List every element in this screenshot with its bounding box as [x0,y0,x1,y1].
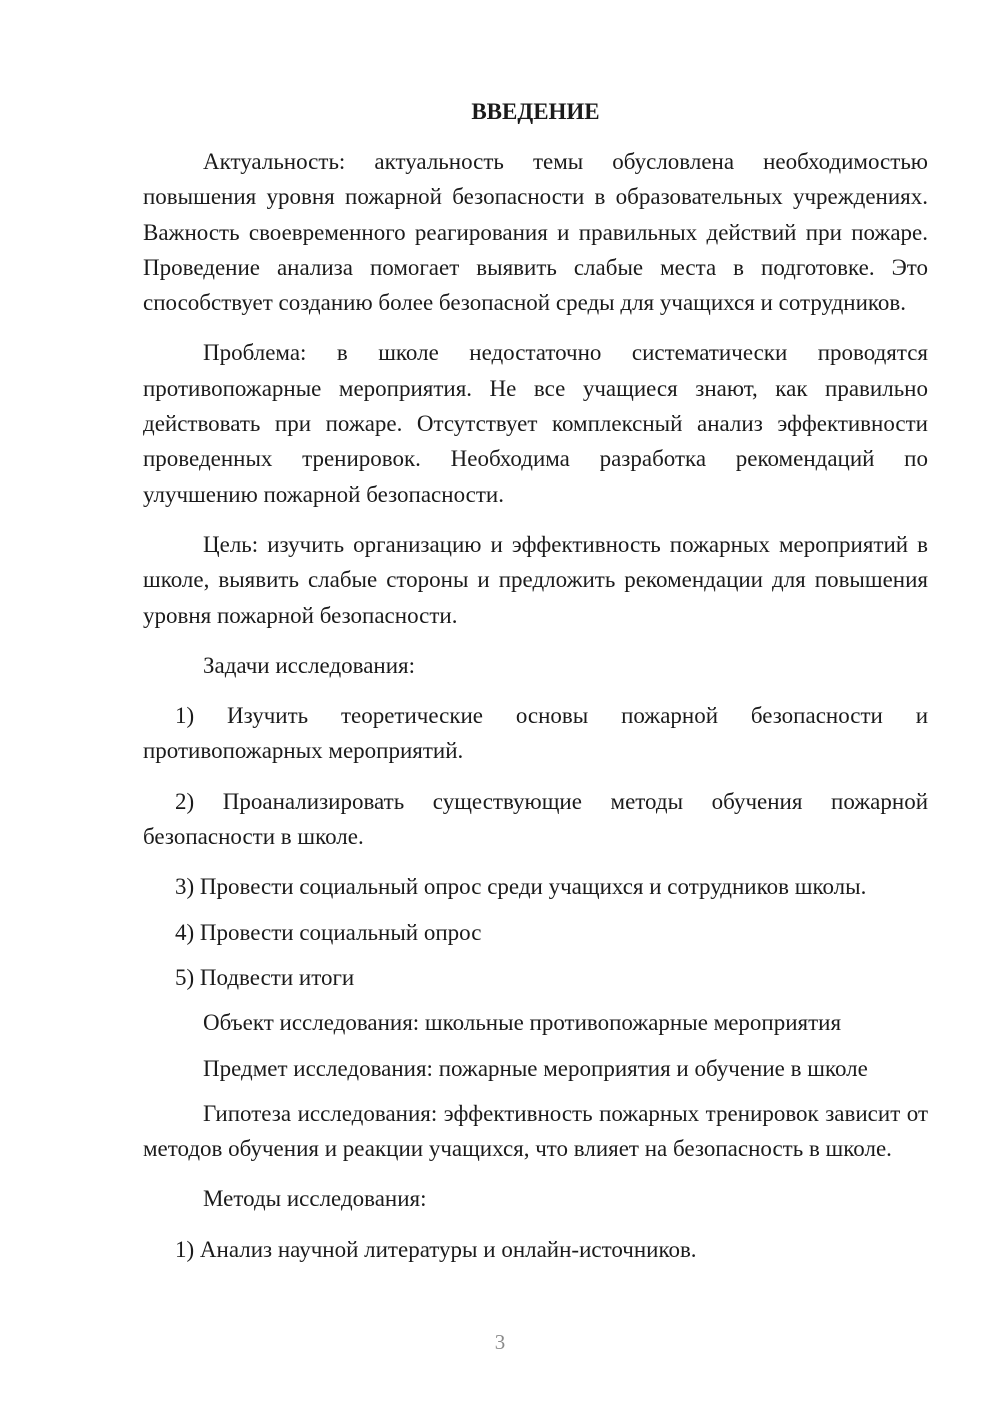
task-item: 2) Проанализировать существующие методы обучения пожарной безопасности в школе. [143,788,928,850]
task-item: 1) Изучить теоретические основы пожарной безопасности и противопожарных мероприятий. [143,703,928,764]
page-title: ВВЕДЕНИЕ [471,99,600,124]
methods-heading: Методы исследования: [203,1186,427,1212]
task-item: 4) Провести социальный опрос [175,919,482,945]
object-line: Объект исследования: школьные противопожарные мероприятия [203,1010,842,1036]
page-content [143,94,928,1277]
page-number: 3 [494,1330,506,1354]
tasks-heading: Задачи исследования: [203,652,416,678]
hypothesis-paragraph: Гипотеза исследования: эффективность пожарных тренировок зависит от методов обучения и реакции учащихся, что влияет на безопасность в школе. [143,1100,928,1162]
task-item: 5) Подвести итоги [175,964,355,990]
problem-paragraph: Проблема: в школе недостаточно систематически проводятся противопожарные мероприятия. Не все учащиеся знают, как правильно действовать при пожаре. Отсутствует комплексный анализ эффективности проведенных тренировок. Необходима разработка рекомендаций по улучшению пожарной безопасности. [143,340,928,507]
relevance-paragraph: Актуальность: актуальность темы обусловлена необходимостью повышения уровня пожарной безопасности в образовательных учреждениях. Важность своевременного реагирования и правильных действий при пожаре. Проведение анализа помогает выявить слабые места в подготовке. Это способствует созданию более безопасной среды для учащихся и сотрудников. [143,149,928,316]
task-item: 3) Провести социальный опрос среди учащихся и сотрудников школы. [175,874,867,900]
subject-line: Предмет исследования: пожарные мероприятия и обучение в школе [203,1055,868,1081]
goal-paragraph: Цель: изучить организацию и эффективность пожарных мероприятий в школе, выявить слабые стороны и предложить рекомендации для повышения уровня пожарной безопасности. [143,531,928,628]
method-item: 1) Анализ научной литературы и онлайн-источников. [175,1236,697,1262]
